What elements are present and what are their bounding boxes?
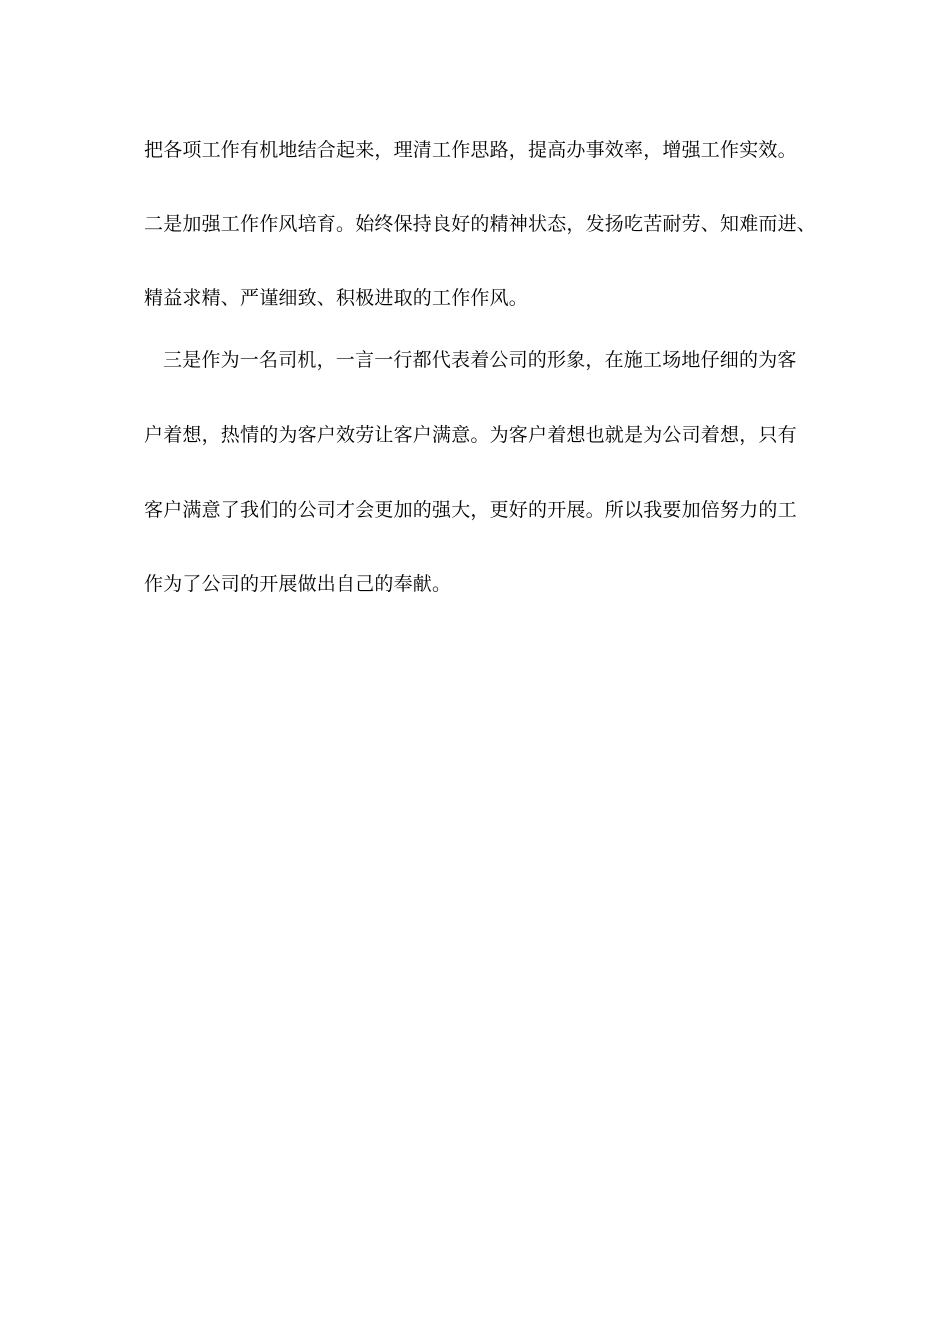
paragraph-line-5: 户着想，热情的为客户效劳让客户满意。为客户着想也就是为公司着想，只有 [144, 424, 797, 446]
paragraph-line-7: 作为了公司的开展做出自己的奉献。 [144, 573, 452, 595]
paragraph-line-3: 精益求精、严谨细致、积极进取的工作作风。 [144, 287, 529, 309]
paragraph-line-1: 把各项工作有机地结合起来，理清工作思路，提高办事效率，增强工作实效。 [144, 139, 797, 161]
paragraph-line-2: 二是加强工作作风培育。始终保持良好的精神状态，发扬吃苦耐劳、知难而进、 [144, 213, 817, 235]
paragraph-line-4: 三是作为一名司机，一言一行都代表着公司的形象，在施工场地仔细的为客 [163, 349, 797, 371]
paragraph-line-6: 客户满意了我们的公司才会更加的强大，更好的开展。所以我要加倍努力的工 [144, 499, 797, 521]
